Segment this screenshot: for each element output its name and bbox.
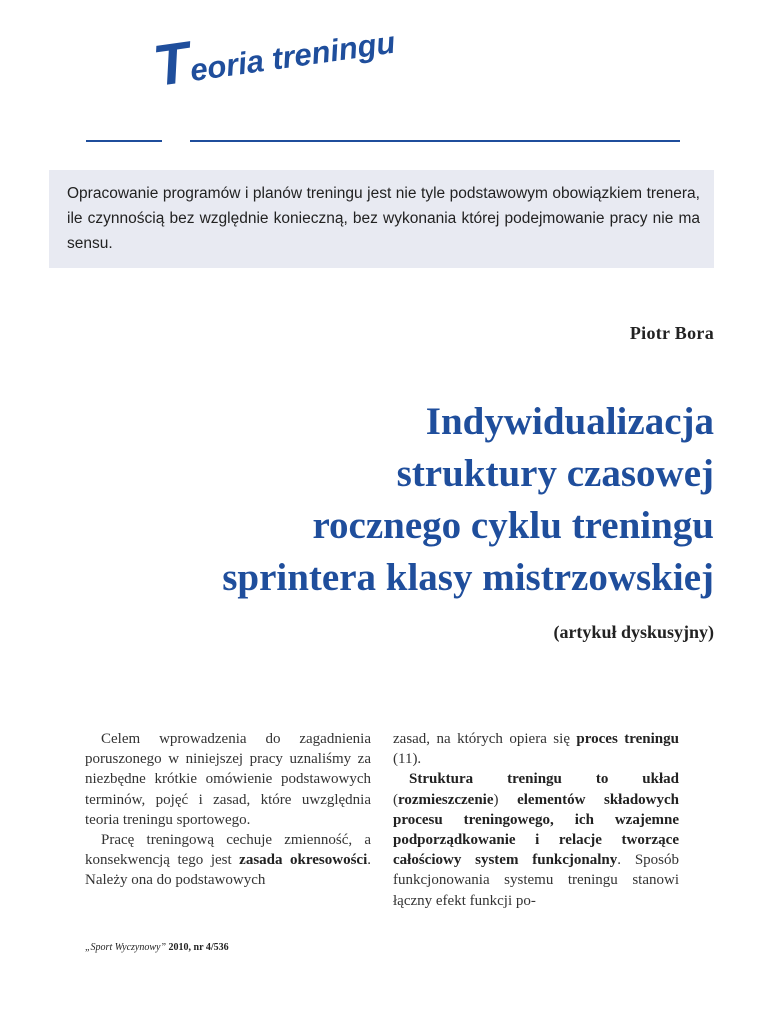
body-column-right <box>393 729 679 911</box>
paragraph: Celem wprowadzenia do zagadnienia poruszonego w niniejszej pracy uznaliśmy za niezbędne krótkie omówienie podstawowych terminów, pojęć i zasad, które uwzględnia teoria treningu sportowego. <box>85 731 371 828</box>
bold-term: rozmieszczenie <box>398 791 494 808</box>
journal-issue: 2010, nr 4/536 <box>166 942 229 953</box>
abstract-box: Opracowanie programów i planów treningu jest nie tyle podstawowym obowiązkiem trenera, ile czynnością bez względnie konieczną, bez wykonania której podejmowanie pracy nie ma sensu. <box>49 170 714 268</box>
bold-term: elementów składowych procesu treningowego, ich wzajemne podporządkowanie i relacje tworzące całościowy system funkcjonalny <box>393 791 679 869</box>
body-column-left <box>85 729 371 891</box>
paragraph: Struktura treningu to układ (rozmieszczenie) elementów składowych procesu treningowego, ich wzajemne podporządkowanie i relacje tworzące całościowy system funkcjonalny. Sposób funkcjonowania systemu treningu stanowi łączny efekt funkcji po- <box>393 771 679 909</box>
section-rule-left <box>86 140 162 142</box>
title-line: rocznego cyklu treningu <box>312 504 714 547</box>
article-subtitle: (artykuł dyskusyjny) <box>553 622 714 642</box>
title-line: struktury czasowej <box>396 452 714 495</box>
bold-term: proces treningu <box>576 731 679 747</box>
author: Piotr Bora <box>629 323 714 343</box>
section-title-initial: T <box>149 29 194 99</box>
journal-name: „Sport Wyczynowy” <box>85 942 167 953</box>
paragraph: zasad, na których opiera się proces treningu (11). <box>393 731 679 768</box>
article-title <box>222 396 714 604</box>
section-rule-right <box>190 140 680 142</box>
title-line: sprintera klasy mistrzowskiej <box>222 556 714 599</box>
title-line: Indywidualizacja <box>425 400 714 443</box>
bold-term: zasada okresowości <box>239 852 368 869</box>
section-title <box>149 5 398 99</box>
bold-term: Struktura treningu to układ <box>409 771 679 788</box>
page-footer <box>85 942 229 953</box>
section-title-text: eoria treningu <box>187 24 398 89</box>
paragraph: Pracę treningową cechuje zmienność, a konsekwencją tego jest zasada okresowości. Należy ona do podstawowych <box>85 832 371 889</box>
